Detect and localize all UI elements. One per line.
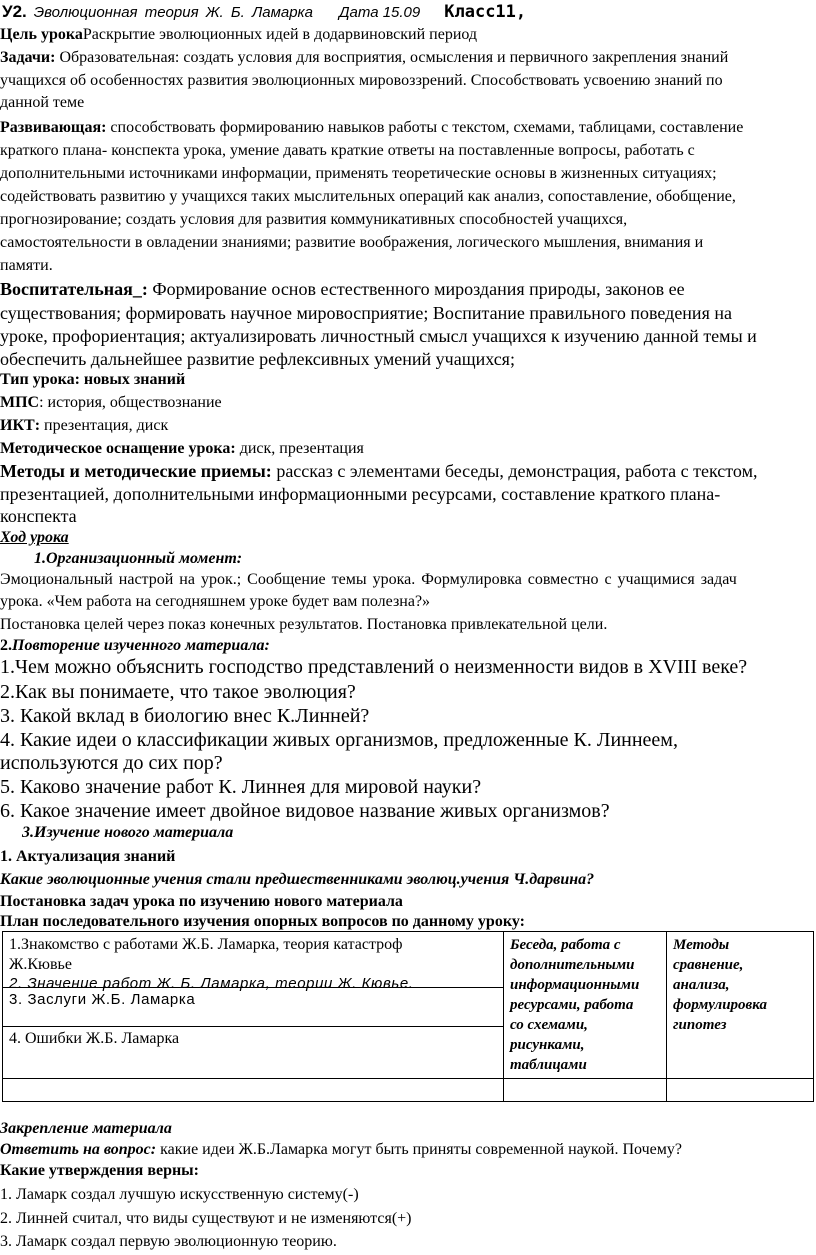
mps-label: МПС (0, 394, 40, 411)
goal-label: Цель урока (0, 26, 83, 43)
stage1-line-3: Постановка целей через показ конечных результатов. Постановка привлекательной цели. (0, 616, 608, 633)
lesson-number: У2. (2, 2, 27, 21)
question-6: 6. Какое значение имеет двойное видовое название живых организмов? (0, 800, 610, 822)
upbringing-line-2: существования; формировать научное мировосприятие; Воспитание правильного поведения на (0, 303, 732, 323)
methods-line-1: Методы и методические приемы: рассказ с элементами беседы, демонстрация, работа с текстом, (0, 461, 758, 481)
course-title: Ход урока (0, 529, 69, 546)
plan-item-group-1 (3, 932, 503, 992)
answer-line: Ответить на вопрос: какие идеи Ж.Б.Ламарка могут быть приняты современной наукой. Почему? (0, 1141, 682, 1158)
plan-table (2, 931, 814, 1102)
plan-title: План последовательного изучения опорных вопросов по данному уроку: (0, 913, 525, 930)
methods-label: Методы и методические приемы: (0, 461, 272, 481)
developing-line-2: краткого плана- конспекта урока, умение давать краткие ответы на поставленные вопросы, работать с (0, 142, 695, 159)
plan-empty-cell-2 (504, 1079, 667, 1102)
developing-label: Развивающая: (0, 119, 107, 136)
upbringing-label: Воспитательная_: (0, 279, 148, 299)
plan-table-row (3, 932, 814, 1079)
equipment-label: Методическое оснащение урока: (0, 440, 236, 457)
stage1-line-2: урока. «Чем работа на сегодняшнем уроке будет вам полезна?» (0, 593, 431, 610)
lesson-class: Класс11, (444, 2, 527, 22)
consolidation-title: Закрепление материала (0, 1120, 172, 1137)
stage3-title: 3.Изучение нового материала (22, 824, 234, 841)
developing-line-4: содействовать развитию у учащихся таких мыслительных операций как анализ, сопоставление, обобщение, (0, 188, 736, 205)
developing-line-3: дополнительными источниками информации, применять теоретические основы в жизненных ситуациях; (0, 165, 717, 182)
equipment-line: Методическое оснащение урока: диск, презентация (0, 440, 364, 457)
statement-3: 3. Ламарк создал первую эволюционную теорию. (0, 1233, 337, 1250)
methods-line-3: конспекта (0, 506, 77, 526)
lesson-type: Тип урока: новых знаний (0, 371, 186, 388)
task-setting: Постановка задач урока по изучению нового материала (0, 893, 403, 910)
developing-line-1: Развивающая: способствовать формированию навыков работы с текстом, схемами, таблицами, составление (0, 119, 744, 136)
stage1-line-1: Эмоциональный настрой на урок.; Сообщение темы урока. Формулировка совместно с учащимися задач (0, 571, 737, 588)
tasks-line-3: данной теме (0, 94, 85, 111)
plan-items-cell (3, 932, 504, 1079)
question-3: 3. Какой вклад в биологию внес К.Линней? (0, 705, 370, 727)
plan-methods-text: Методы сравнение, анализа, формулировка гипотез (673, 937, 767, 1033)
actualization-title: 1. Актуализация знаний (0, 848, 176, 865)
plan-empty-cell-1 (3, 1079, 504, 1102)
goal-line (0, 26, 477, 44)
stage2-title: Повторение изученного материала: (12, 637, 270, 654)
question-2: 2.Как вы понимаете, что такое эволюция? (0, 681, 356, 703)
answer-label: Ответить на вопрос: (0, 1141, 157, 1158)
stage1-title: 1.Организационный момент: (34, 550, 243, 567)
plan-item-2: 2. Значение работ Ж. Б. Ламарка, теории Ж. Кювье. (9, 975, 414, 992)
developing-line-7: памяти. (0, 257, 53, 274)
plan-table-empty-row (3, 1079, 814, 1102)
lesson-date: Дата 15.09 (338, 4, 421, 21)
goal-text: Раскрытие эволюционных идей в додарвиновский период (82, 26, 478, 43)
statements-title: Какие утверждения верны: (0, 1162, 199, 1179)
question-5: 5. Каково значение работ К. Линнея для мировой науки? (0, 776, 482, 798)
plan-methods-cell (667, 932, 814, 1079)
plan-item-4: 4. Ошибки Ж.Б. Ламарка (3, 1026, 503, 1062)
stage2-title-line (0, 637, 270, 655)
statement-2: 2. Линней считал, что виды существуют и не изменяются(+) (0, 1210, 412, 1227)
mps-line: МПС: история, обществознание (0, 394, 222, 411)
plan-item-1-line-2: Ж.Кювье (9, 956, 72, 973)
question-1: 1.Чем можно объяснить господство представлений о неизменности видов в XVIII веке? (0, 656, 748, 678)
actualization-question: Какие эволюционные учения стали предшественниками эволюц.учения Ч.дарвина? (0, 871, 595, 888)
question-4-cont: используются до сих пор? (0, 752, 223, 774)
statement-1: 1. Ламарк создал лучшую искусственную систему(-) (0, 1186, 359, 1203)
upbringing-line-4: обеспечить дальнейшее развитие рефлексивных умений учащихся; (0, 349, 515, 369)
plan-item-1-line-1: 1.Знакомство с работами Ж.Б. Ламарка, теория катастроф (9, 936, 403, 953)
stage2-num: 2. (0, 637, 12, 654)
ikt-line: ИКТ: презентация, диск (0, 417, 169, 434)
plan-forms-cell (504, 932, 667, 1079)
plan-forms-text: Беседа, работа с дополнительными информационными ресурсами, работа со схемами, рисунками, таблицами (510, 937, 640, 1073)
tasks-line-2: учащихся об особенностях развития эволюционных мировоззрений. Способствовать усвоению знаний по (0, 72, 723, 89)
upbringing-line-1: Воспитательная_: Формирование основ естественного мироздания природы, законов ее (0, 279, 685, 299)
upbringing-line-3: уроке, профориентация; актуализировать личностный смысл учащихся к изучению данной темы и (0, 326, 757, 346)
tasks-line-1: Задачи: Образовательная: создать условия для восприятия, осмысления и первичного закрепления знаний (0, 49, 729, 66)
question-4: 4. Какие идеи о классификации живых организмов, предложенные К. Линнеем, (0, 729, 678, 751)
methods-line-2: презентацией, дополнительными информационными ресурсами, составление краткого плана- (0, 484, 721, 504)
plan-empty-cell-3 (667, 1079, 814, 1102)
plan-item-3: 3. Заслуги Ж.Б. Ламарка (3, 987, 503, 1026)
header-line (2, 2, 526, 22)
developing-line-6: самостоятельности в овладении знаниями; развитие воображения, логического мышления, внимания и (0, 234, 704, 251)
ikt-label: ИКТ: (0, 417, 41, 434)
lesson-topic: Эволюционная теория Ж. Б. Ламарка (33, 4, 313, 21)
tasks-label: Задачи: (0, 49, 56, 66)
developing-line-5: прогнозирование; создать условия для развития коммуникативных способностей учащихся, (0, 211, 628, 228)
